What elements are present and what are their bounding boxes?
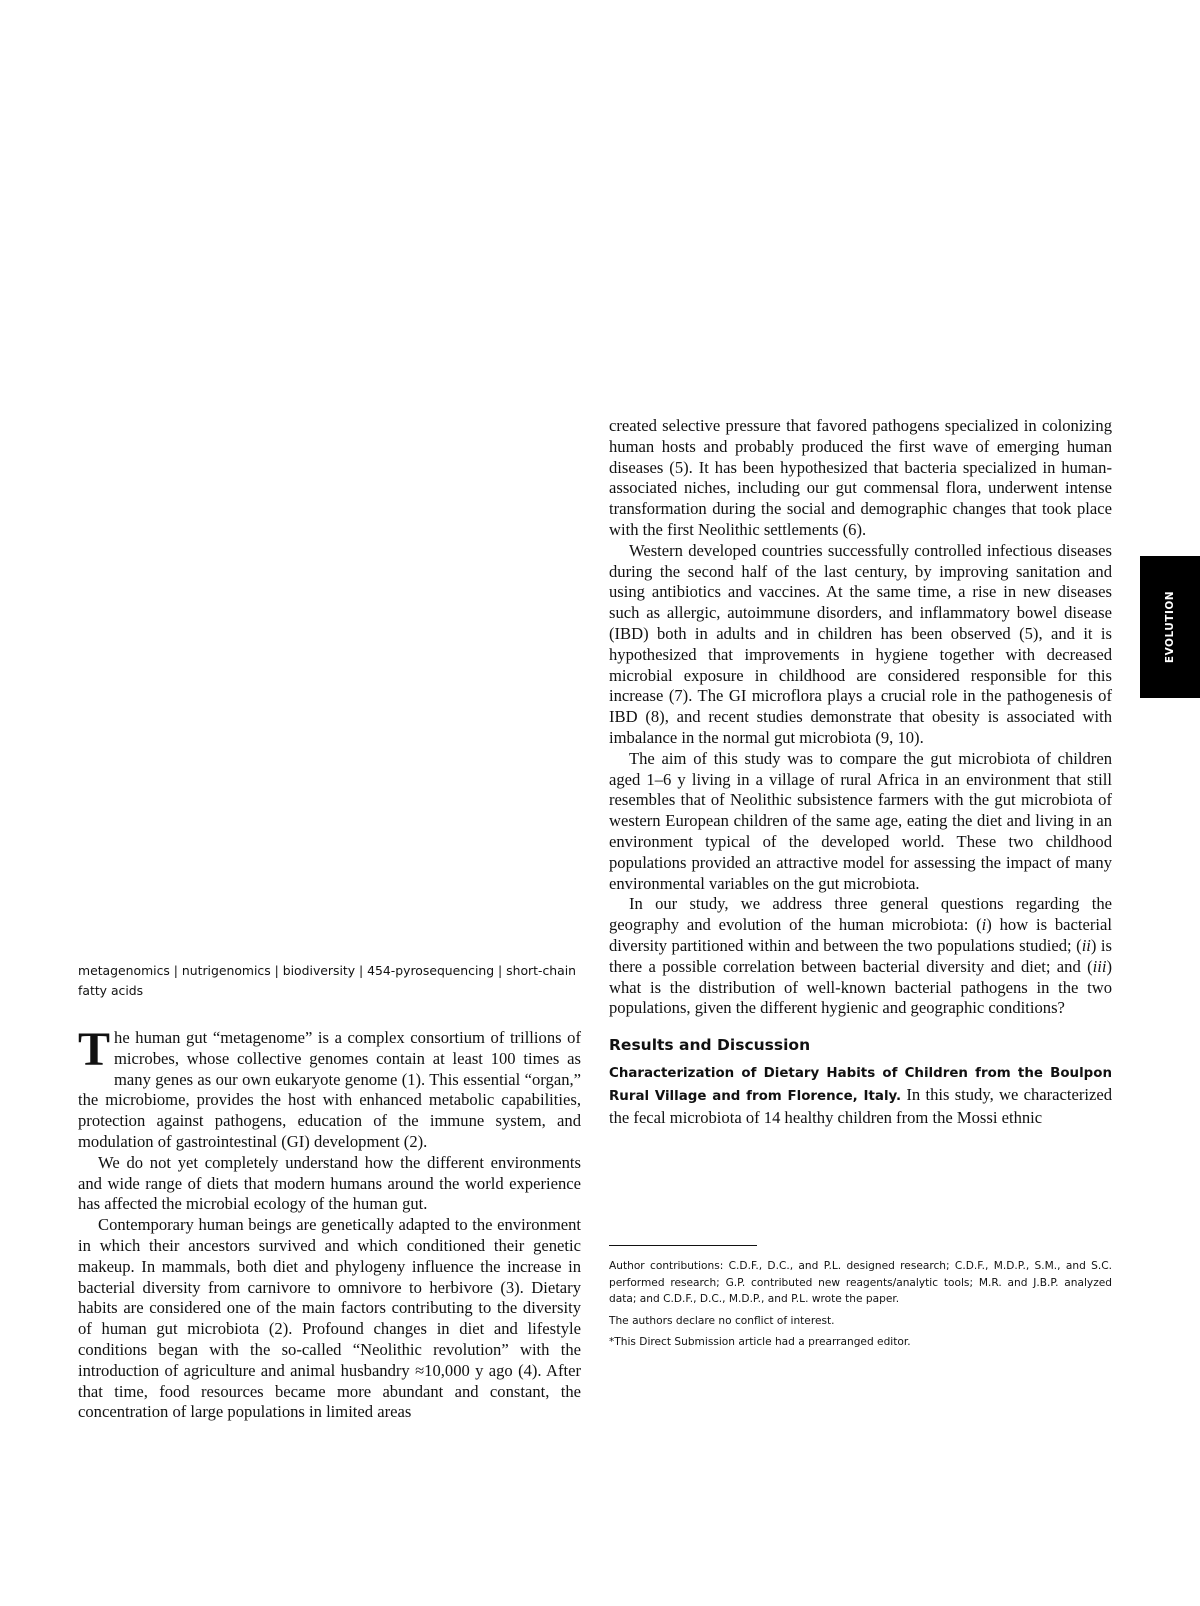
body-paragraph-4	[609, 894, 1112, 1019]
subsection-heading: Characterization of Dietary Habits of Children from the Boulpon Rural Village and from Florence, Italy.	[609, 1065, 1112, 1104]
p4-part-c: ) what is the distribution of well-known bacterial pathogens in the two populations, given the different hygienic and geographic conditions?	[609, 956, 1112, 1018]
intro-paragraph-3: Contemporary human beings are genetically adapted to the environment in which their ancestors survived and which conditioned their genetic makeup. In mammals, both diet and phylogeny influence the increase in bacterial diversity from carnivore to omnivore to herbivore (3). Dietary habits are considered one of the main factors contributing to the diversity of human gut microbiota (2). Profound changes in diet and lifestyle conditions began with the so-called “Neolithic revolution” with the introduction of agriculture and animal husbandry ≈10,000 y ago (4). After that time, food resources became more abundant and constant, the concentration of large populations in limited areas	[78, 1215, 581, 1422]
drop-cap: T	[78, 1023, 111, 1076]
intro-paragraph-1-text: he human gut “metagenome” is a complex consortium of trillions of microbes, whose collective genomes contain at least 100 times as many genes as our own eukaryote genome (1). This essential “organ,” the microbiome, provides the host with enhanced metabolic capabilities, protection against pathogens, education of the immune system, and modulation of gastrointestinal (GI) development (2).	[78, 1028, 581, 1151]
body-paragraph-2: Western developed countries successfully controlled infectious diseases during the second half of the last century, by improving sanitation and using antibiotics and vaccines. At the same time, a rise in new diseases such as allergic, autoimmune disorders, and inflammatory bowel disease (IBD) both in adults and in children has been observed (5), and it is hypothesized that improvements in hygiene together with decreased microbial exposure in childhood are considered responsible for this increase (7). The GI microflora plays a crucial role in the pathogenesis of IBD (8), and recent studies demonstrate that obesity is associated with imbalance in the normal gut microbiota (9, 10).	[609, 540, 1112, 747]
footnotes	[609, 1258, 1112, 1356]
conflict-statement: The authors declare no conflict of interest.	[609, 1314, 835, 1327]
p4-part-a: ) how is bacterial diversity partitioned within and between the two populations studied; (	[609, 915, 1113, 955]
section-tab	[1140, 556, 1200, 698]
p4-part-b: ) is there a possible correlation between bacterial diversity and diet; and (	[609, 935, 1113, 976]
keywords: metagenomics | nutrigenomics | biodiversity | 454-pyrosequencing | short-chain fatty acids	[78, 963, 577, 998]
body-paragraph-5-text: In this study, we characterized the fecal microbiota of 14 healthy children from the Mossi ethnic	[609, 1084, 1113, 1127]
body-paragraph-3: The aim of this study was to compare the gut microbiota of children aged 1–6 y living in a village of rural Africa in an environment that still resembles that of Neolithic subsistence farmers with the gut microbiota of western European children of the same age, eating the diet and living in an environment typical of the developed world. These two childhood populations provided an attractive model for assessing the impact of many environmental variables on the gut microbiota.	[609, 748, 1112, 893]
right-column	[609, 416, 1112, 1128]
body-paragraph-5	[609, 1062, 1112, 1128]
roman-i: i	[981, 915, 987, 935]
section-tab-label: EVOLUTION	[1164, 590, 1176, 664]
left-column	[78, 1023, 581, 1423]
footnote-rule	[609, 1245, 757, 1246]
editor-note: *This Direct Submission article had a prearranged editor.	[609, 1336, 911, 1348]
author-contributions: Author contributions: C.D.F., D.C., and P.L. designed research; C.D.F., M.D.P., S.M., and S.C. performed research; G.P. contributed new reagents/analytic tools; M.R. and J.B.P. analyzed data; and C.D.F., D.C., M.D.P., and P.L. wrote the paper.	[609, 1260, 1112, 1305]
intro-paragraph-1	[78, 1023, 581, 1153]
body-paragraph-1: created selective pressure that favored pathogens specialized in colonizing human hosts and probably produced the first wave of emerging human diseases (5). It has been hypothesized that bacteria specialized in human-associated niches, including our gut commensal flora, underwent intense transformation during the social and demographic changes that took place with the first Neolithic settlements (6).	[609, 416, 1112, 539]
roman-iii: iii	[1092, 956, 1107, 976]
roman-ii: ii	[1081, 935, 1091, 955]
intro-paragraph-2: We do not yet completely understand how the different environments and wide range of diets that modern humans around the world experience has affected the microbial ecology of the human gut.	[78, 1152, 581, 1214]
p4-lead: In our study, we address three general questions regarding the geography and evolution of the human microbiota: (	[609, 894, 1112, 935]
section-heading: Results and Discussion	[609, 1036, 811, 1055]
